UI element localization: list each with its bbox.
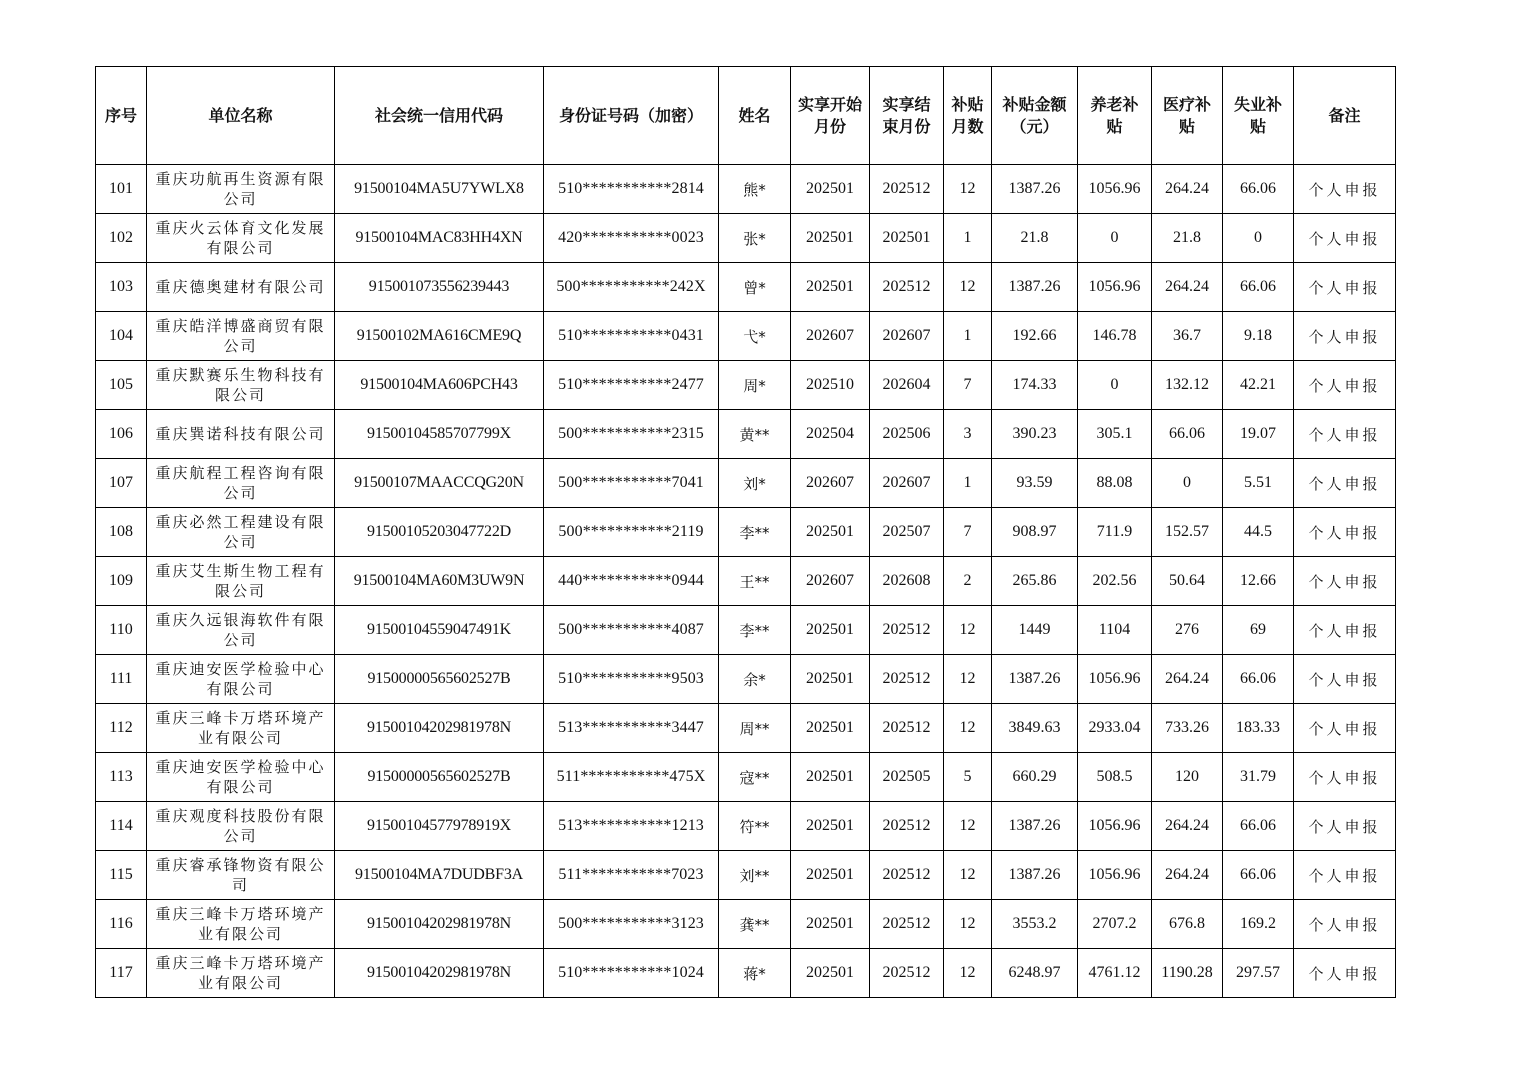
cell-seq: 103: [96, 263, 147, 312]
cell-start-month: 202501: [791, 900, 870, 949]
cell-start-month: 202501: [791, 949, 870, 998]
cell-company: 重庆三峰卡万塔环境产业有限公司: [147, 704, 335, 753]
cell-end-month: 202512: [870, 606, 944, 655]
table-row: [96, 459, 1396, 508]
cell-seq: 117: [96, 949, 147, 998]
cell-seq: 109: [96, 557, 147, 606]
cell-company: 重庆三峰卡万塔环境产业有限公司: [147, 900, 335, 949]
cell-amount: 1449: [992, 606, 1078, 655]
cell-name: 龚**: [719, 900, 791, 949]
cell-id-number: 513***********1213: [544, 802, 719, 851]
cell-seq: 102: [96, 214, 147, 263]
cell-months: 12: [944, 949, 992, 998]
header-name: 姓名: [719, 67, 791, 165]
cell-company: 重庆迪安医学检验中心有限公司: [147, 655, 335, 704]
header-medical: 医疗补贴: [1152, 67, 1223, 165]
header-remark: 备注: [1294, 67, 1396, 165]
cell-credit-code: 91500104202981978N: [335, 900, 544, 949]
cell-medical: 50.64: [1152, 557, 1223, 606]
cell-medical: 21.8: [1152, 214, 1223, 263]
cell-remark: 个人申报: [1294, 557, 1396, 606]
header-pension: 养老补贴: [1078, 67, 1152, 165]
cell-start-month: 202501: [791, 606, 870, 655]
cell-unemployment: 66.06: [1223, 802, 1294, 851]
cell-name: 刘**: [719, 851, 791, 900]
cell-end-month: 202512: [870, 263, 944, 312]
cell-name: 李**: [719, 606, 791, 655]
cell-unemployment: 183.33: [1223, 704, 1294, 753]
cell-seq: 113: [96, 753, 147, 802]
cell-months: 3: [944, 410, 992, 459]
cell-remark: 个人申报: [1294, 802, 1396, 851]
cell-name: 寇**: [719, 753, 791, 802]
cell-seq: 112: [96, 704, 147, 753]
cell-company: 重庆航程工程咨询有限公司: [147, 459, 335, 508]
cell-unemployment: 31.79: [1223, 753, 1294, 802]
cell-seq: 104: [96, 312, 147, 361]
cell-end-month: 202608: [870, 557, 944, 606]
cell-pension: 2933.04: [1078, 704, 1152, 753]
cell-remark: 个人申报: [1294, 900, 1396, 949]
cell-medical: 152.57: [1152, 508, 1223, 557]
cell-start-month: 202501: [791, 165, 870, 214]
cell-id-number: 500***********4087: [544, 606, 719, 655]
cell-months: 1: [944, 312, 992, 361]
cell-credit-code: 91500104202981978N: [335, 949, 544, 998]
header-id-number: 身份证号码（加密）: [544, 67, 719, 165]
cell-amount: 3553.2: [992, 900, 1078, 949]
cell-end-month: 202512: [870, 165, 944, 214]
cell-pension: 202.56: [1078, 557, 1152, 606]
cell-pension: 1104: [1078, 606, 1152, 655]
header-start-month: 实享开始月份: [791, 67, 870, 165]
cell-months: 7: [944, 361, 992, 410]
cell-seq: 107: [96, 459, 147, 508]
cell-id-number: 511***********7023: [544, 851, 719, 900]
cell-name: 曾*: [719, 263, 791, 312]
cell-name: 周*: [719, 361, 791, 410]
cell-remark: 个人申报: [1294, 263, 1396, 312]
cell-pension: 1056.96: [1078, 263, 1152, 312]
cell-remark: 个人申报: [1294, 606, 1396, 655]
cell-medical: 276: [1152, 606, 1223, 655]
cell-name: 周**: [719, 704, 791, 753]
cell-name: 李**: [719, 508, 791, 557]
cell-unemployment: 5.51: [1223, 459, 1294, 508]
cell-medical: 264.24: [1152, 655, 1223, 704]
cell-start-month: 202501: [791, 704, 870, 753]
cell-end-month: 202506: [870, 410, 944, 459]
cell-credit-code: 91500104202981978N: [335, 704, 544, 753]
table-row: [96, 410, 1396, 459]
cell-seq: 106: [96, 410, 147, 459]
cell-company: 重庆观度科技股份有限公司: [147, 802, 335, 851]
cell-start-month: 202501: [791, 802, 870, 851]
cell-name: 熊*: [719, 165, 791, 214]
cell-id-number: 510***********1024: [544, 949, 719, 998]
cell-end-month: 202512: [870, 900, 944, 949]
cell-id-number: 500***********2315: [544, 410, 719, 459]
cell-end-month: 202505: [870, 753, 944, 802]
cell-start-month: 202501: [791, 263, 870, 312]
table-row: [96, 557, 1396, 606]
cell-amount: 192.66: [992, 312, 1078, 361]
cell-unemployment: 19.07: [1223, 410, 1294, 459]
cell-unemployment: 297.57: [1223, 949, 1294, 998]
cell-months: 5: [944, 753, 992, 802]
cell-credit-code: 91500000565602527B: [335, 655, 544, 704]
cell-company: 重庆皓洋博盛商贸有限公司: [147, 312, 335, 361]
cell-months: 12: [944, 655, 992, 704]
cell-seq: 111: [96, 655, 147, 704]
cell-months: 1: [944, 459, 992, 508]
table-row: [96, 949, 1396, 998]
cell-pension: 2707.2: [1078, 900, 1152, 949]
cell-end-month: 202507: [870, 508, 944, 557]
cell-credit-code: 91500102MA616CME9Q: [335, 312, 544, 361]
cell-name: 弋*: [719, 312, 791, 361]
cell-months: 12: [944, 165, 992, 214]
cell-remark: 个人申报: [1294, 410, 1396, 459]
cell-company: 重庆三峰卡万塔环境产业有限公司: [147, 949, 335, 998]
cell-credit-code: 91500107MAACCQG20N: [335, 459, 544, 508]
cell-unemployment: 66.06: [1223, 851, 1294, 900]
cell-credit-code: 91500000565602527B: [335, 753, 544, 802]
cell-medical: 264.24: [1152, 165, 1223, 214]
cell-amount: 1387.26: [992, 851, 1078, 900]
cell-start-month: 202501: [791, 508, 870, 557]
cell-credit-code: 91500104MA7DUDBF3A: [335, 851, 544, 900]
cell-credit-code: 91500104MAC83HH4XN: [335, 214, 544, 263]
cell-medical: 66.06: [1152, 410, 1223, 459]
table-row: [96, 508, 1396, 557]
cell-credit-code: 91500104MA5U7YWLX8: [335, 165, 544, 214]
cell-pension: 508.5: [1078, 753, 1152, 802]
cell-end-month: 202512: [870, 802, 944, 851]
cell-amount: 660.29: [992, 753, 1078, 802]
cell-medical: 264.24: [1152, 802, 1223, 851]
cell-pension: 1056.96: [1078, 851, 1152, 900]
table-body: [96, 165, 1396, 998]
cell-seq: 108: [96, 508, 147, 557]
cell-pension: 305.1: [1078, 410, 1152, 459]
cell-amount: 1387.26: [992, 802, 1078, 851]
cell-medical: 1190.28: [1152, 949, 1223, 998]
cell-pension: 4761.12: [1078, 949, 1152, 998]
cell-unemployment: 66.06: [1223, 165, 1294, 214]
cell-seq: 114: [96, 802, 147, 851]
cell-id-number: 500***********3123: [544, 900, 719, 949]
cell-amount: 908.97: [992, 508, 1078, 557]
subsidy-table-container: [95, 66, 1396, 998]
cell-months: 12: [944, 851, 992, 900]
cell-start-month: 202501: [791, 655, 870, 704]
cell-unemployment: 9.18: [1223, 312, 1294, 361]
cell-amount: 93.59: [992, 459, 1078, 508]
cell-id-number: 510***********0431: [544, 312, 719, 361]
cell-amount: 1387.26: [992, 263, 1078, 312]
cell-unemployment: 0: [1223, 214, 1294, 263]
cell-unemployment: 42.21: [1223, 361, 1294, 410]
cell-months: 12: [944, 606, 992, 655]
cell-start-month: 202607: [791, 312, 870, 361]
cell-unemployment: 169.2: [1223, 900, 1294, 949]
table-row: [96, 165, 1396, 214]
cell-remark: 个人申报: [1294, 508, 1396, 557]
cell-company: 重庆必然工程建设有限公司: [147, 508, 335, 557]
cell-months: 12: [944, 704, 992, 753]
cell-pension: 1056.96: [1078, 165, 1152, 214]
cell-credit-code: 915001073556239443: [335, 263, 544, 312]
cell-start-month: 202607: [791, 459, 870, 508]
cell-name: 余*: [719, 655, 791, 704]
cell-amount: 390.23: [992, 410, 1078, 459]
cell-remark: 个人申报: [1294, 851, 1396, 900]
cell-id-number: 510***********9503: [544, 655, 719, 704]
cell-id-number: 500***********2119: [544, 508, 719, 557]
cell-seq: 116: [96, 900, 147, 949]
header-months: 补贴月数: [944, 67, 992, 165]
cell-start-month: 202501: [791, 851, 870, 900]
cell-id-number: 511***********475X: [544, 753, 719, 802]
table-row: [96, 753, 1396, 802]
cell-seq: 110: [96, 606, 147, 655]
table-row: [96, 655, 1396, 704]
cell-months: 7: [944, 508, 992, 557]
cell-start-month: 202510: [791, 361, 870, 410]
cell-months: 12: [944, 263, 992, 312]
table-row: [96, 214, 1396, 263]
cell-amount: 174.33: [992, 361, 1078, 410]
cell-medical: 264.24: [1152, 263, 1223, 312]
cell-company: 重庆久远银海软件有限公司: [147, 606, 335, 655]
cell-unemployment: 69: [1223, 606, 1294, 655]
table-row: [96, 851, 1396, 900]
cell-start-month: 202607: [791, 557, 870, 606]
cell-pension: 146.78: [1078, 312, 1152, 361]
cell-remark: 个人申报: [1294, 753, 1396, 802]
table-row: [96, 312, 1396, 361]
header-row: [96, 67, 1396, 165]
cell-start-month: 202501: [791, 214, 870, 263]
cell-id-number: 440***********0944: [544, 557, 719, 606]
cell-name: 刘*: [719, 459, 791, 508]
table-row: [96, 900, 1396, 949]
cell-medical: 120: [1152, 753, 1223, 802]
cell-medical: 132.12: [1152, 361, 1223, 410]
cell-end-month: 202512: [870, 851, 944, 900]
cell-start-month: 202504: [791, 410, 870, 459]
cell-amount: 1387.26: [992, 165, 1078, 214]
cell-company: 重庆迪安医学检验中心有限公司: [147, 753, 335, 802]
cell-name: 符**: [719, 802, 791, 851]
cell-months: 12: [944, 900, 992, 949]
table-row: [96, 606, 1396, 655]
subsidy-table: [95, 66, 1396, 998]
cell-pension: 1056.96: [1078, 802, 1152, 851]
cell-credit-code: 91500104585707799X: [335, 410, 544, 459]
cell-id-number: 500***********7041: [544, 459, 719, 508]
cell-name: 王**: [719, 557, 791, 606]
cell-remark: 个人申报: [1294, 949, 1396, 998]
cell-remark: 个人申报: [1294, 655, 1396, 704]
cell-amount: 265.86: [992, 557, 1078, 606]
cell-end-month: 202512: [870, 704, 944, 753]
cell-medical: 36.7: [1152, 312, 1223, 361]
cell-amount: 6248.97: [992, 949, 1078, 998]
cell-pension: 88.08: [1078, 459, 1152, 508]
cell-company: 重庆德奥建材有限公司: [147, 263, 335, 312]
cell-amount: 1387.26: [992, 655, 1078, 704]
cell-medical: 676.8: [1152, 900, 1223, 949]
cell-remark: 个人申报: [1294, 312, 1396, 361]
cell-seq: 115: [96, 851, 147, 900]
cell-unemployment: 66.06: [1223, 263, 1294, 312]
header-credit-code: 社会统一信用代码: [335, 67, 544, 165]
cell-end-month: 202607: [870, 312, 944, 361]
cell-remark: 个人申报: [1294, 165, 1396, 214]
cell-credit-code: 91500104MA60M3UW9N: [335, 557, 544, 606]
cell-company: 重庆火云体育文化发展有限公司: [147, 214, 335, 263]
cell-pension: 0: [1078, 361, 1152, 410]
header-unemployment: 失业补贴: [1223, 67, 1294, 165]
cell-company: 重庆默赛乐生物科技有限公司: [147, 361, 335, 410]
cell-unemployment: 12.66: [1223, 557, 1294, 606]
cell-end-month: 202604: [870, 361, 944, 410]
cell-pension: 711.9: [1078, 508, 1152, 557]
cell-id-number: 510***********2477: [544, 361, 719, 410]
cell-medical: 264.24: [1152, 851, 1223, 900]
table-row: [96, 704, 1396, 753]
header-seq: 序号: [96, 67, 147, 165]
header-amount: 补贴金额（元）: [992, 67, 1078, 165]
cell-id-number: 513***********3447: [544, 704, 719, 753]
cell-amount: 3849.63: [992, 704, 1078, 753]
cell-end-month: 202512: [870, 949, 944, 998]
cell-credit-code: 91500104559047491K: [335, 606, 544, 655]
cell-unemployment: 44.5: [1223, 508, 1294, 557]
cell-end-month: 202512: [870, 655, 944, 704]
cell-company: 重庆功航再生资源有限公司: [147, 165, 335, 214]
cell-credit-code: 91500104577978919X: [335, 802, 544, 851]
cell-name: 黄**: [719, 410, 791, 459]
cell-seq: 105: [96, 361, 147, 410]
table-row: [96, 361, 1396, 410]
cell-medical: 733.26: [1152, 704, 1223, 753]
cell-remark: 个人申报: [1294, 459, 1396, 508]
cell-credit-code: 91500105203047722D: [335, 508, 544, 557]
cell-months: 1: [944, 214, 992, 263]
cell-unemployment: 66.06: [1223, 655, 1294, 704]
cell-id-number: 500***********242X: [544, 263, 719, 312]
cell-remark: 个人申报: [1294, 361, 1396, 410]
cell-pension: 1056.96: [1078, 655, 1152, 704]
table-header: [96, 67, 1396, 165]
table-row: [96, 802, 1396, 851]
cell-months: 12: [944, 802, 992, 851]
cell-name: 蒋*: [719, 949, 791, 998]
cell-pension: 0: [1078, 214, 1152, 263]
cell-medical: 0: [1152, 459, 1223, 508]
cell-id-number: 420***********0023: [544, 214, 719, 263]
table-row: [96, 263, 1396, 312]
cell-months: 2: [944, 557, 992, 606]
cell-credit-code: 91500104MA606PCH43: [335, 361, 544, 410]
cell-remark: 个人申报: [1294, 214, 1396, 263]
header-company: 单位名称: [147, 67, 335, 165]
cell-name: 张*: [719, 214, 791, 263]
cell-company: 重庆艾生斯生物工程有限公司: [147, 557, 335, 606]
cell-company: 重庆睿承锋物资有限公司: [147, 851, 335, 900]
cell-end-month: 202501: [870, 214, 944, 263]
cell-end-month: 202607: [870, 459, 944, 508]
cell-amount: 21.8: [992, 214, 1078, 263]
cell-remark: 个人申报: [1294, 704, 1396, 753]
cell-seq: 101: [96, 165, 147, 214]
cell-start-month: 202501: [791, 753, 870, 802]
header-end-month: 实享结束月份: [870, 67, 944, 165]
cell-company: 重庆巽诺科技有限公司: [147, 410, 335, 459]
cell-id-number: 510***********2814: [544, 165, 719, 214]
